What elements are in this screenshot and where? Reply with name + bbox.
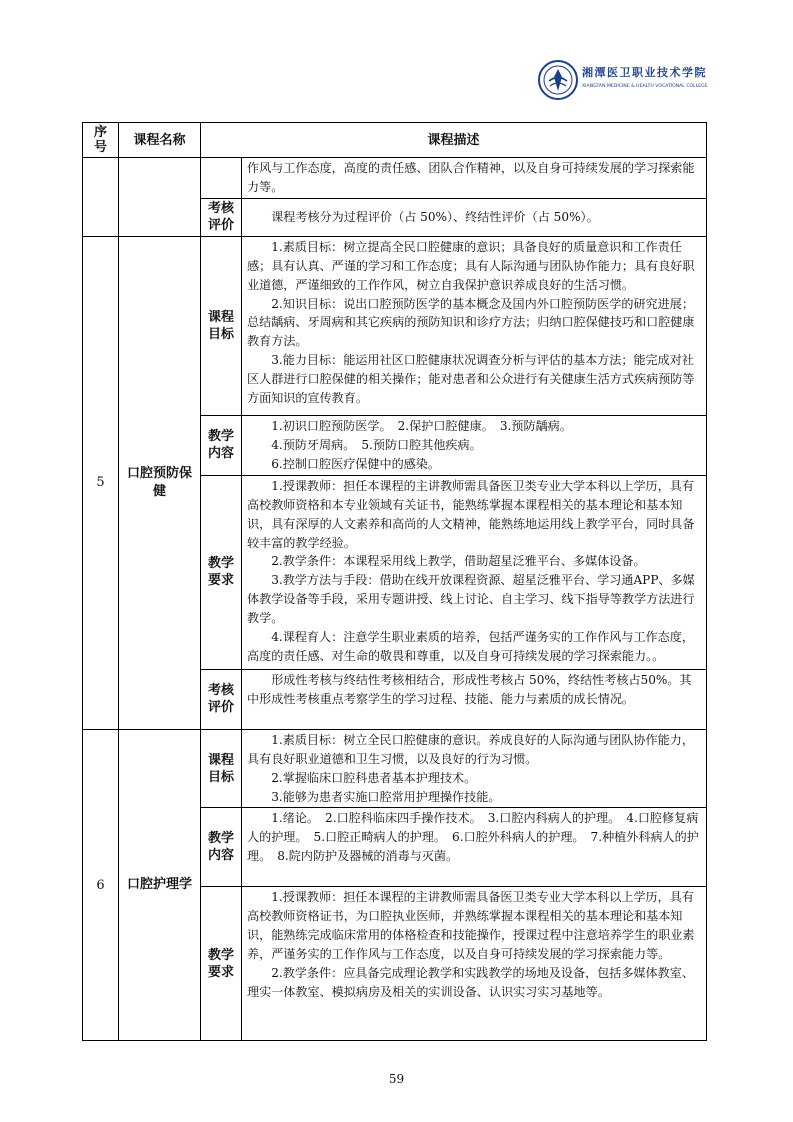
course-table [82,122,707,1041]
section-label: 教学要求 [201,887,242,1041]
college-emblem-icon [538,60,578,100]
desc-paragraph: 6.控制口腔医疗保健中的感染。 [271,456,440,471]
section-content [242,236,707,415]
table-row [83,729,707,808]
section-label: 课程目标 [201,236,242,415]
desc-paragraph: 形成性考核与终结性考核相结合，形成性考核占 50%，终结性考核占50%。其中形成性考核重点考察学生的学习过程、技能、能力与素质的成长情况。 [247,672,692,706]
desc-paragraph: 2.掌握临床口腔科患者基本护理技术。 [271,770,477,785]
school-name-cn: 湘潭医卫职业技术学院 [582,66,707,79]
desc-paragraph: 3.能力目标：能运用社区口腔健康状况调查分析与评估的基本方法；能完成对社区人群进行口腔保健的相关操作；能对患者和公众进行有关健康生活方式疾病预防等方面知识的宣传教育。 [247,353,695,406]
desc-paragraph: 3.能够为患者实施口腔常用护理操作技能。 [271,789,501,804]
header-course-name: 课程名称 [119,123,201,158]
desc-paragraph: 1.素质目标：树立全民口腔健康的意识。养成良好的人际沟通与团队协作能力，具有良好职业道德和卫生习惯，以及良好的行为习惯。 [247,732,694,766]
desc-paragraph: 1.素质目标：树立提高全民口腔健康的意识；具备良好的质量意识和工作责任感；具有认真、严谨的学习和工作态度；具有人际沟通与团队协作能力；具有良好职业道德，严谨细致的工作作风，树立自我保护意识养成良好的生活习惯。 [247,239,695,292]
desc-paragraph: 4.课程育人：注意学生职业素质的培养，包括严谨务实的工作作风与工作态度，高度的责任感、对生命的敬畏和尊重，以及自身可持续发展的学习探索能力。。 [247,630,694,663]
section-label [201,158,242,199]
desc-paragraph: 3.教学方法与手段：借助在线开放课程资源、超星泛雅平台、学习通APP、多媒体教学设备等手段，采用专题讲授、线上讨论、自主学习、线下指导等教学方法进行教学。 [247,573,695,626]
section-content [242,808,707,887]
header-course-desc: 课程描述 [201,123,707,158]
section-label: 考核评价 [201,198,242,236]
page-number: 59 [388,1072,405,1086]
school-name-en: XIANGTAN MEDICINE & HEALTH VOCATIONAL COLLEGE [582,84,708,89]
desc-paragraph: 2.知识目标：说出口腔预防医学的基本概念及国内外口腔预防医学的研究进展；总结龋病、牙周病和其它疾病的预防知识和诊疗方法；归纳口腔保健技巧和口腔健康教育方法。 [247,296,695,349]
row-course-name: 口腔预防保健 [119,236,201,729]
section-label: 课程目标 [201,729,242,808]
table-header-row [83,123,707,158]
section-content [242,475,707,669]
desc-paragraph: 作风与工作态度，高度的责任感、团队合作精神，以及自身可持续发展的学习探索能力等。 [247,161,695,194]
desc-paragraph: 2.教学条件：本课程采用线上教学，借助超星泛雅平台、多媒体设备。 [271,554,646,569]
desc-paragraph: 4.预防牙周病。 5.预防口腔其他疾病。 [271,437,482,452]
section-content [242,729,707,808]
header-serial-no: 序号 [83,123,119,158]
desc-paragraph: 1.授课教师：担任本课程的主讲教师需具备医卫类专业大学本科以上学历，具有高校教师资格和本专业领域有关证书，能熟练掌握本课程相关的基本理论和基本知识，具有深厚的人文素养和高尚的人文精神，能熟练地运用线上教学平台，同时具备较丰富的教学经验。 [247,478,695,550]
row-course-name: 口腔护理学 [119,729,201,1041]
section-label: 教学要求 [201,475,242,669]
table-row [83,158,707,199]
section-content [242,669,707,729]
desc-paragraph: 2.教学条件：应具备完成理论教学和实践教学的场地及设备，包括多媒体教室、理实一体教室、模拟病房及相关的实训设备、认识实习实习基地等。 [247,966,694,999]
desc-paragraph: 课程考核分为过程评价（占 50%）、终结性评价（占 50%）。 [271,209,599,224]
section-content [242,198,707,236]
table-row [83,236,707,415]
section-label: 教学内容 [201,808,242,887]
college-logo [538,60,713,100]
desc-paragraph: 1.绪论。 2.口腔科临床四手操作技术。 3.口腔内科病人的护理。 4.口腔修复病人的护理。 5.口腔正畸病人的护理。 6.口腔外科病人的护理。 7.种植外科病人的护理。 8.院内防护及器械的消毒与灭菌。 [247,811,699,864]
row-serial-no: 6 [83,729,119,1041]
section-content [242,887,707,1041]
section-label: 教学内容 [201,415,242,475]
row-serial-no [83,158,119,237]
section-content [242,415,707,475]
section-content [242,158,707,199]
desc-paragraph: 1.授课教师：担任本课程的主讲教师需具备医卫类专业大学本科以上学历，具有高校教师资格证书，为口腔执业医师，并熟练掌握本课程相关的基本理论和基本知识，能熟练完成临床常用的体格检查和技能操作，授课过程中注意培养学生的职业素养，严谨务实的工作作风与工作态度，以及自身可持续发展的学习探索能力等。 [247,890,695,962]
section-label: 考核评价 [201,669,242,729]
row-course-name [119,158,201,237]
row-serial-no: 5 [83,236,119,729]
desc-paragraph: 1.初识口腔预防医学。 2.保护口腔健康。 3.预防龋病。 [271,418,572,433]
